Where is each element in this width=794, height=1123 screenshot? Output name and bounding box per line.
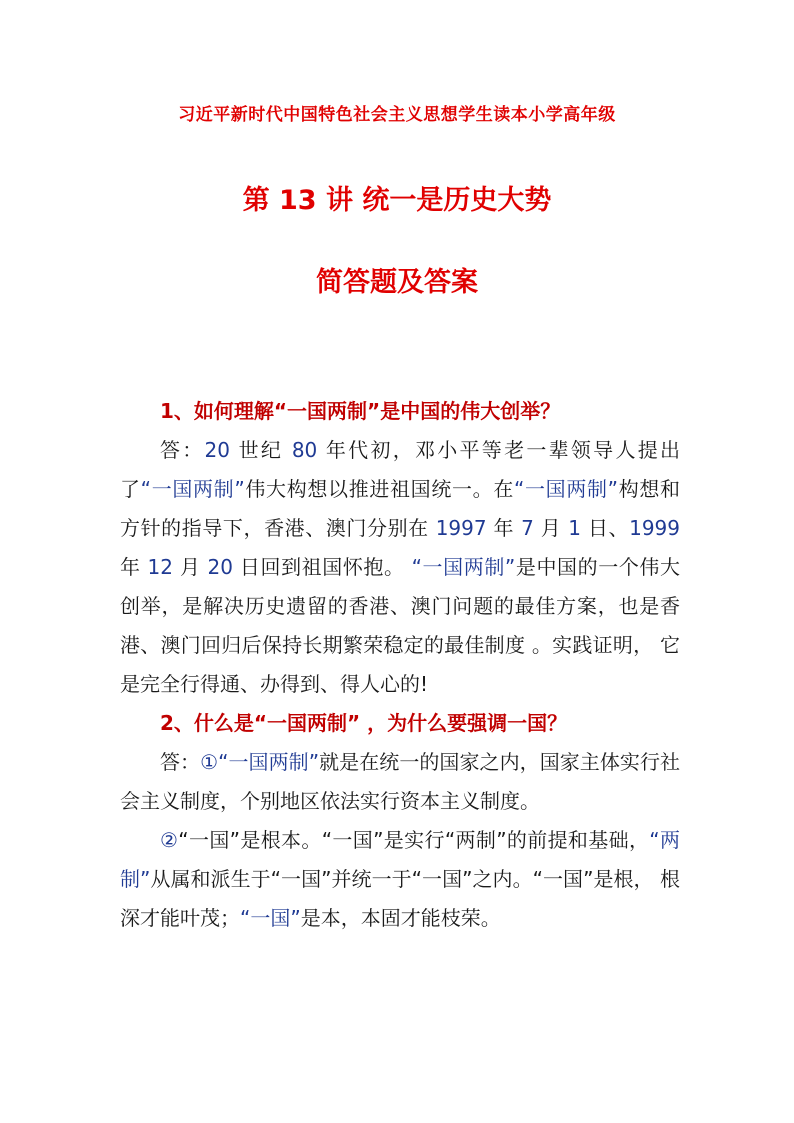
text-run: 20	[207, 555, 233, 579]
text-run: 7	[521, 516, 534, 540]
text-run: 日回到祖国怀抱。	[232, 555, 412, 579]
text-run: 是中国的一个伟大创举，是解决历史遗留的香港、澳门问题的最佳方案，也是香港、澳门回归后保持长期繁荣稳定的最佳制度 。实践证明， 它是完全行得通、办得到、得人心的!	[120, 555, 681, 696]
text-run: 构想和方针的指导下，香港、澳门分别在	[120, 477, 681, 540]
text-run: 1997	[435, 516, 487, 540]
text-run: “一国”是根本。“一国”是实行“两制”的前提和基础，	[178, 828, 650, 852]
text-run: 20	[204, 438, 230, 462]
text-run: ②	[160, 828, 179, 852]
text-run: “一国”	[240, 906, 301, 930]
text-run: 伟大构想以推进祖国统一。在	[244, 477, 514, 501]
text-run: 从属和派生于“一国”并统一于“一国”之内。“一国”是根， 根深才能叶茂；	[120, 867, 680, 930]
qa-body	[120, 392, 680, 938]
text-run: 答：	[160, 438, 205, 462]
answer-1	[120, 431, 680, 704]
text-run: 月	[173, 555, 208, 579]
series-title: 习近平新时代中国特色社会主义思想学生读本小学高年级	[178, 105, 616, 125]
text-run: 年	[120, 555, 148, 579]
text-run: “一国两制”	[513, 477, 619, 501]
text-run: 日、	[581, 516, 630, 540]
text-run: 1	[568, 516, 581, 540]
text-run: 1999	[629, 516, 681, 540]
answer-2-part-1	[120, 743, 680, 821]
text-run: “两制”	[120, 828, 680, 891]
text-run: 是本，本固才能枝荣。	[300, 906, 501, 930]
question-1-heading: 1、如何理解“一国两制”是中国的伟大创举？	[160, 399, 561, 423]
text-run: 月	[533, 516, 569, 540]
text-run: ①	[200, 750, 219, 774]
section-subtitle: 简答题及答案	[316, 267, 478, 298]
text-run: 12	[147, 555, 173, 579]
text-run: 年	[486, 516, 522, 540]
text-run: “一国两制”	[218, 750, 320, 774]
text-run: “一国两制”	[411, 555, 516, 579]
text-run: “一国两制”	[140, 477, 245, 501]
text-run: 答：	[160, 750, 201, 774]
answer-2-part-2	[120, 821, 680, 938]
text-run: 80	[291, 438, 318, 462]
text-run: 就是在统一的国家之内，国家主体实行社会主义制度，个别地区依法实行资本主义制度。	[120, 750, 680, 813]
text-run: 世纪	[230, 438, 292, 462]
lecture-title: 第 13 讲 统一是历史大势	[242, 185, 552, 216]
question-2-heading: 2、什么是“一国两制” ，为什么要强调一国？	[160, 711, 568, 735]
text-run: 年代初，邓小平等老一辈领导人提出了	[120, 438, 680, 501]
